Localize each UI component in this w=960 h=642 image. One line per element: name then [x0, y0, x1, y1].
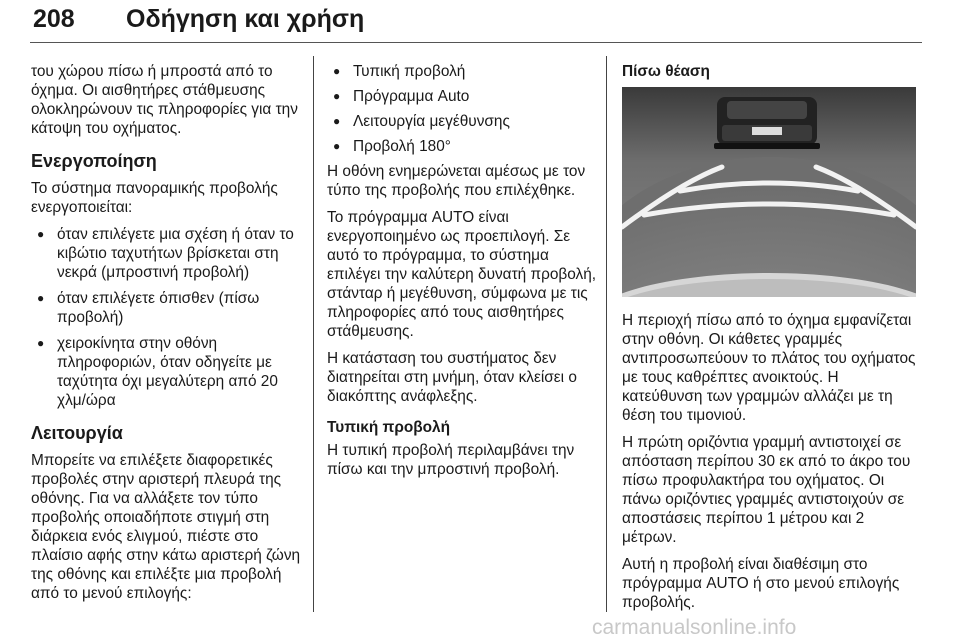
update-paragraph: Η οθόνη ενημερώνεται αμέσως με τον τύπο της προβολής που επιλέχθηκε.	[327, 163, 586, 199]
car-ahead-icon	[714, 97, 820, 149]
page-header	[30, 0, 930, 44]
list-item: ● όταν επιλέγετε μια σχέση ή όταν το κιβώτιο ταχυτήτων βρίσκεται στη νεκρά (μπροστινή προβολή)	[31, 225, 301, 282]
column-2	[327, 62, 597, 487]
page-title: Οδήγηση και χρήση	[126, 5, 365, 33]
rear-view-paragraph-3: Αυτή η προβολή είναι διαθέσιμη στο πρόγραμμα AUTO ή στο μενού επιλογής προβολής.	[622, 556, 900, 611]
rear-view-paragraph-1: Η περιοχή πίσω από το όχημα εμφανίζεται στην οθόνη. Οι κάθετες γραμμές αντιπροσωπεύουν το πλάτος του οχήματος με τους καθρέπτες ανοικτούς. Η κατεύθυνση των γραμμών αλλάζει με τη θέση του τιμονιού.	[622, 312, 916, 424]
rear-view-paragraph-2: Η πρώτη οριζόντια γραμμή αντιστοιχεί σε απόσταση περίπου 30 εκ από το άκρο του πίσω προφυλακτήρα του οχήματος. Οι πάνω οριζόντιες γραμμές αντιστοιχούν σε αποστάσεις περίπου 1 μέτρου και 2 μέτρων.	[622, 434, 911, 546]
rear-camera-image	[622, 87, 916, 297]
heading-standard-view: Τυπική προβολή	[327, 419, 450, 436]
header-rule	[30, 42, 922, 43]
memory-paragraph: Η κατάσταση του συστήματος δεν διατηρείται στη μνήμη, όταν κλείσει ο διακόπτης ανάφλεξης.	[327, 350, 577, 405]
function-paragraph: Μπορείτε να επιλέξετε διαφορετικές προβολές στην αριστερή πλευρά της οθόνης. Για να αλλάξετε τον τύπο προβολής οποιαδήποτε στιγμή στη διάρκεια ενός ελιγμού, πιέστε στο πλαίσιο αφής στην κάτω αριστερή ζώνη της οθόνης και επιλέξτε μια προβολή από το μενού επιλογής:	[31, 452, 301, 602]
list-item: ● όταν επιλέγετε όπισθεν (πίσω προβολή)	[31, 289, 301, 327]
activation-paragraph: Το σύστημα πανοραμικής προβολής ενεργοποιείται:	[31, 180, 278, 216]
activation-list	[31, 225, 301, 410]
column-divider-2	[606, 56, 607, 612]
list-item: ● Τυπική προβολή	[327, 62, 597, 81]
intro-paragraph: του χώρου πίσω ή μπροστά από το όχημα. Οι αισθητήρες στάθμευσης ολοκληρώνουν τις πληροφορίες για την κάτοψη του οχήματος.	[31, 63, 298, 137]
list-item: ● χειροκίνητα στην οθόνη πληροφοριών, όταν οδηγείτε με ταχύτητα όχι μεγαλύτερη από 20 χλμ/ώρα	[31, 334, 301, 410]
column-3	[622, 62, 918, 620]
list-item: ● Προβολή 180°	[327, 137, 597, 156]
column-divider-1	[313, 56, 314, 612]
view-options-list	[327, 62, 597, 156]
auto-paragraph: Το πρόγραμμα AUTO είναι ενεργοποιημένο ως προεπιλογή. Σε αυτό το πρόγραμμα, το σύστημα επιλέγει την καλύτερη δυνατή προβολή, στάνταρ ή μεγέθυνση, σύμφωνα με τις πληροφορίες από τους αισθητήρες στάθμευσης.	[327, 209, 597, 340]
page-number: 208	[33, 5, 75, 33]
watermark: carmanualsonline.info	[592, 616, 797, 639]
list-item: ● Λειτουργία μεγέθυνσης	[327, 112, 597, 131]
list-item: ● Πρόγραμμα Auto	[327, 87, 597, 106]
heading-function: Λειτουργία	[31, 423, 123, 443]
heading-activation: Ενεργοποίηση	[31, 151, 157, 171]
column-1	[31, 62, 301, 611]
heading-rear-view: Πίσω θέαση	[622, 63, 710, 80]
standard-view-paragraph: Η τυπική προβολή περιλαμβάνει την πίσω και την μπροστινή προβολή.	[327, 442, 575, 478]
